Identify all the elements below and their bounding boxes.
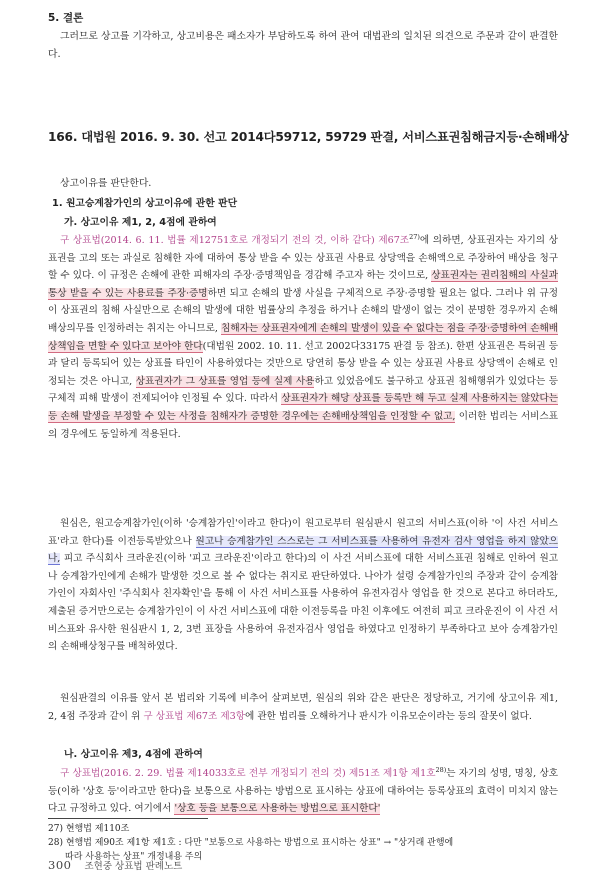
text-segment: 피고 주식회사 크라운진(이하 '피고 크라운진'이라고 한다)의 이 사건 서비스표에 대한 서비스표권 침해로 인하여 원고나 승계참가인에게 손해가 발생한 것으로 볼 수 없다는 취지로 판단하였다. 나아가 설령 승계참가인의 주장과 같이 승계참가인이 자회사인 '주식회사 친자확인'을 통해 이 사건 서비스표를 사용하여 유전자검사 영업을 한 것으로 본다고 하더라도, 제출된 증거만으로는 승계참가인이 이 사건 서비스표에 대한 이전등록을 마친 이후에도 여전히 피고 크라운진이 이 사건 서비스표와 유사한 원심판시 1, 2, 3번 표장을 사용하여 유전자검사 영업을 하였다고 인정하기 부족하다고 보아 승계참가인의 손해배상청구를 배척하였다. xyxy=(48,553,558,653)
plaintiff-paragraph xyxy=(48,515,558,656)
book-title: 조현중 상표법 판례노트 xyxy=(84,861,183,872)
b-paragraph xyxy=(48,765,558,818)
highlight-red: 상표권자가 그 상표를 영업 등에 실제 사용 xyxy=(135,375,315,387)
intro-sentence: 상고이유를 판단한다. xyxy=(60,178,152,189)
footnote xyxy=(48,822,568,836)
footnote-text-continued: 따라 사용하는 상표" 개정내용 주의 xyxy=(65,852,203,862)
heading-na: 나. 상고이유 제3, 4점에 관하여 xyxy=(64,749,203,760)
text-segment: 는 자기의 성명, 명칭, 상호 등(이하 '상호 등'이라고만 한다)을 보통으로 사용하는 방법으로 표시하는 상표에 대하여는 등록상표의 효력이 미치지 않는다고 규정하고 있다. 여기에서 xyxy=(48,768,558,815)
statute-reference[interactable]: 구 상표법 제67조 제3항 xyxy=(143,710,245,722)
footnote-ref[interactable]: 27) xyxy=(409,232,420,241)
highlight-red: 상표권자는 권리침해의 사실과 통상 받을 수 있는 사용료를 주장·증명 xyxy=(48,270,558,299)
footnote-number: 28) xyxy=(48,838,63,848)
conclusion-paragraph: 그러므로 상고를 기각하고, 상고비용은 패소자가 부담하도록 하여 관여 대법관의 일치된 의견으로 주문과 같이 판결한다. xyxy=(48,31,558,60)
page-footer xyxy=(48,858,182,872)
text-segment: 이러한 법리는 서비스표의 경우에도 동일하게 적용된다. xyxy=(48,410,558,440)
text-segment: 하면 되고 손해의 발생 사실을 구체적으로 주장·증명할 필요는 없다. 그러나 위 규정이 상표권의 침해 사실만으로 손해의 발생에 대한 법률상의 추정을 하거나 손해의 발생이 없는 것이 분명한 경우까지 손해배상의무를 인정하려는 취지는 아니므로, xyxy=(48,287,558,334)
page-number: 300 xyxy=(48,858,72,872)
footnote-text: 현행법 제110조 xyxy=(65,824,130,834)
highlight-blue: 원고나 승계참가인 스스로는 그 서비스표를 사용하여 유전자 검사 영업을 하지 않았으나, xyxy=(48,535,558,565)
main-paragraph xyxy=(48,232,558,443)
text-segment: 원심판결의 이유를 앞서 본 법리와 기록에 비추어 살펴보면, 원심의 위와 같은 판단은 정당하고, 거기에 상고이유 제1, 2, 4점 주장과 같이 위 xyxy=(48,693,558,722)
text-segment: 에 관한 법리를 오해하거나 판시가 이유모순이라는 등의 잘못이 없다. xyxy=(245,710,532,722)
heading-1: 1. 원고승계참가인의 상고이유에 관한 판단 xyxy=(52,198,238,209)
highlight-red: 상표권자가 해당 상표를 등록만 해 두고 실제 사용하지는 않았다는 등 손해 발생을 부정할 수 있는 사정을 침해자가 증명한 경우에는 손해배상책임을 인정할 수 없고, xyxy=(48,393,558,422)
case-title: 166. 대법원 2016. 9. 30. 선고 2014다59712, 59729 판결, 서비스표권침해금지등·손해배상 xyxy=(48,130,569,144)
footnote-text: 현행법 제90조 제1항 제1호 : 다만 "보통으로 사용하는 방법으로 표시하는 상표" → "상거래 관행에 xyxy=(65,838,454,848)
highlight-red: '상호 등을 보통으로 사용하는 방법으로 표시한다' xyxy=(174,803,381,815)
text-segment: 하고 있었음에도 불구하고 상표권 침해행위가 있었다는 등 구체적 피해 발생이 전제되어야 인정될 수 있다. 따라서 xyxy=(48,375,559,405)
text-segment: (대법원 2002. 10. 11. 선고 2002다33175 판결 등 참조). 한편 상표권은 특허권 등과 달리 등록되어 있는 상표를 타인이 사용하였다는 것만으로 당연히 통상 받을 수 있는 상표권 사용료 상당액이 손해로 인정되는 것은 아니고, xyxy=(48,340,558,387)
footnote-ref[interactable]: 28) xyxy=(435,765,447,774)
footnote-number: 27) xyxy=(48,824,63,834)
heading-ga: 가. 상고이유 제1, 2, 4점에 관하여 xyxy=(64,217,217,228)
judgment-paragraph xyxy=(48,690,558,725)
text-segment: 원심은, 원고승계참가인(이하 '승계참가인'이라고 한다)이 원고로부터 원심판시 원고의 서비스표(이하 '이 사건 서비스표'라고 한다)를 이전등록받았으나 xyxy=(48,518,558,547)
statute-reference[interactable]: 구 상표법(2014. 6. 11. 법률 제12751호로 개정되기 전의 것, 이하 같다) 제67조 xyxy=(60,235,410,246)
statute-reference[interactable]: 구 상표법(2016. 2. 29. 법률 제14033호로 전부 개정되기 전의 것) 제51조 제1항 제1호 xyxy=(60,768,436,779)
section-heading: 5. 결론 xyxy=(48,12,84,24)
highlight-red: 침해자는 상표권자에게 손해의 발생이 있을 수 없다는 점을 주장·증명하여 손해배상책임을 면할 수 있다고 보아야 한다 xyxy=(48,322,559,352)
text-segment: 에 의하면, 상표권자는 자기의 상표권을 고의 또는 과실로 침해한 자에 대하여 통상 받을 수 있는 상표권 사용료 상당액을 손해액으로 주장하여 배상을 청구할 수 있다. 이 규정은 손해에 관한 피해자의 주장·증명책임을 경감해 주고자 하는 것이므로, xyxy=(48,235,558,282)
footnote-divider xyxy=(48,818,208,819)
